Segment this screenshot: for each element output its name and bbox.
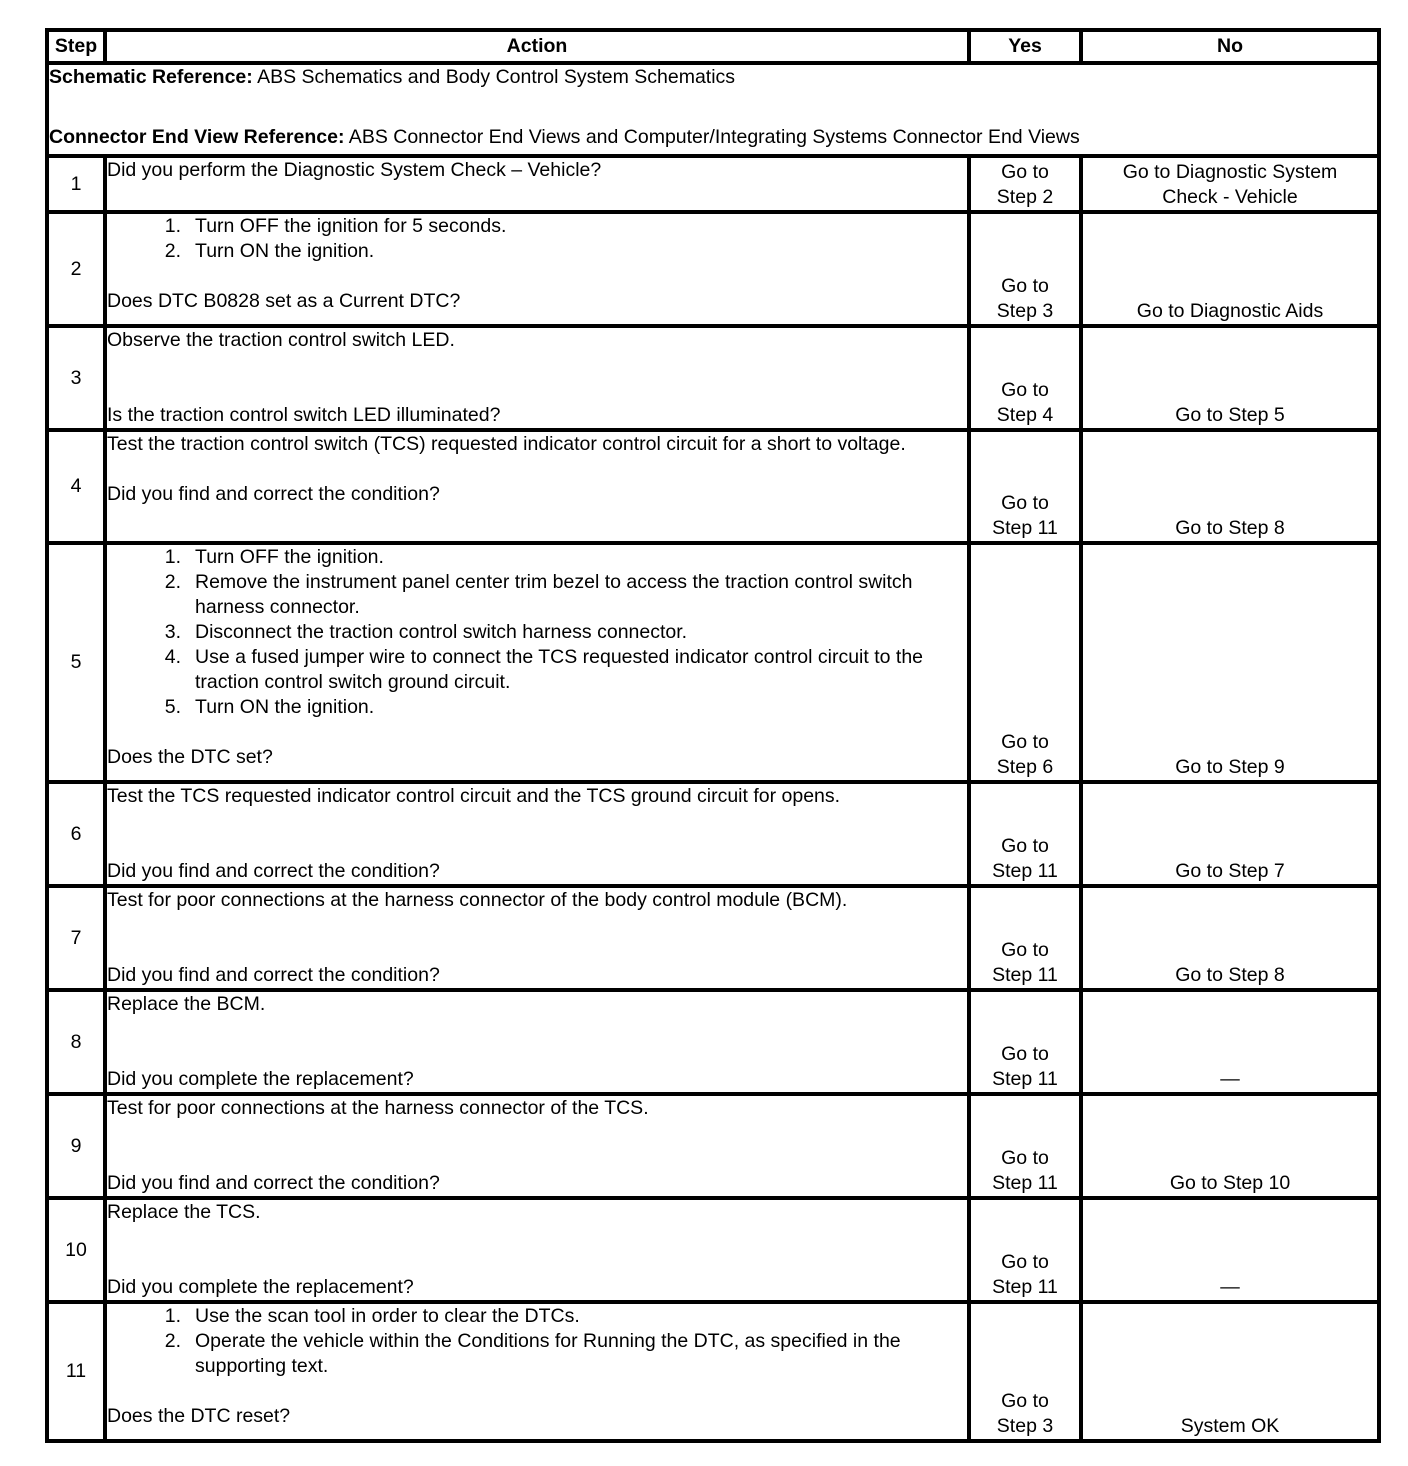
yes-result (969, 326, 1081, 430)
spacer (107, 457, 967, 482)
step-number: 6 (47, 782, 105, 886)
yes-result-line: Go to (1001, 492, 1049, 514)
substep-text: Turn OFF the ignition. (195, 546, 384, 568)
action-instruction: Replace the TCS. (107, 1201, 261, 1223)
action-instruction: Replace the BCM. (107, 993, 266, 1015)
substep-item (164, 1304, 967, 1329)
yes-result-line: Step 11 (992, 1276, 1058, 1298)
no-result-line: Go to Diagnostic System (1122, 161, 1338, 183)
no-result-line: Go to Step 5 (1175, 404, 1285, 426)
step-number: 5 (47, 543, 105, 782)
header-no: No (1081, 30, 1379, 63)
yes-result-line: Go to (1001, 161, 1049, 183)
no-result-line: — (1220, 1276, 1240, 1298)
yes-result-line: Step 6 (996, 756, 1054, 778)
diagnostic-table (45, 28, 1381, 1443)
no-result (1081, 543, 1379, 782)
connector-reference (49, 125, 1377, 150)
no-result (1081, 1094, 1379, 1198)
yes-result-line: Go to (1001, 1147, 1049, 1169)
step-number: 11 (47, 1302, 105, 1441)
action-question: Does DTC B0828 set as a Current DTC? (107, 290, 461, 312)
yes-result-line: Step 11 (992, 1068, 1058, 1090)
substep-item (164, 1329, 967, 1379)
yes-result (969, 1198, 1081, 1302)
substep-number: 1. (164, 1305, 181, 1327)
action-question: Did you find and correct the condition? (107, 964, 440, 986)
substep-number: 2. (164, 1330, 181, 1352)
action-cell (105, 1094, 969, 1198)
action-question: Did you complete the replacement? (107, 1068, 414, 1090)
action-question: Did you find and correct the condition? (107, 860, 440, 882)
substep-list (107, 545, 967, 720)
action-cell (105, 990, 969, 1094)
substep-item (164, 214, 967, 239)
no-result (1081, 430, 1379, 543)
spacer (107, 913, 967, 963)
substep-text: Use a fused jumper wire to connect the TCS requested indicator control circuit to the traction control switch ground circuit. (195, 646, 924, 693)
reference-row (47, 63, 1379, 156)
substep-number: 2. (164, 571, 181, 593)
spacer (107, 1017, 967, 1067)
connector-reference-label: Connector End View Reference: (49, 126, 345, 148)
table-row (47, 326, 1379, 430)
yes-result-line: Go to (1001, 731, 1049, 753)
header-step: Step (47, 30, 105, 63)
substep-number: 3. (164, 621, 181, 643)
schematic-reference-value: ABS Schematics and Body Control System Schematics (252, 66, 736, 88)
table-row (47, 1094, 1379, 1198)
spacer (107, 809, 967, 859)
substep-list (107, 214, 967, 264)
yes-result (969, 1094, 1081, 1198)
substep-item (164, 239, 967, 264)
substep-list (107, 1304, 967, 1379)
connector-reference-value: ABS Connector End Views and Computer/Integrating Systems Connector End Views (344, 126, 1080, 148)
substep-number: 1. (164, 546, 181, 568)
yes-result-line: Step 3 (996, 1415, 1054, 1437)
yes-result-line: Step 11 (992, 964, 1058, 986)
no-result-line: Check - Vehicle (1162, 186, 1298, 208)
header-action: Action (105, 30, 969, 63)
substep-item (164, 695, 967, 720)
action-instruction: Did you perform the Diagnostic System Check – Vehicle? (107, 159, 602, 181)
yes-result-line: Step 3 (996, 300, 1054, 322)
no-result (1081, 1302, 1379, 1441)
step-number: 1 (47, 156, 105, 212)
action-question: Did you complete the replacement? (107, 1276, 414, 1298)
no-result (1081, 326, 1379, 430)
step-number: 9 (47, 1094, 105, 1198)
step-number: 8 (47, 990, 105, 1094)
substep-text: Turn ON the ignition. (195, 696, 375, 718)
action-instruction: Test the TCS requested indicator control circuit and the TCS ground circuit for opens. (107, 785, 841, 807)
substep-text: Turn ON the ignition. (195, 240, 375, 262)
yes-result-line: Step 4 (996, 404, 1054, 426)
yes-result-line: Step 11 (992, 1172, 1058, 1194)
table-header-row (47, 30, 1379, 63)
action-instruction: Observe the traction control switch LED. (107, 329, 455, 351)
spacer (107, 1121, 967, 1171)
yes-result (969, 990, 1081, 1094)
no-result-line: — (1220, 1068, 1240, 1090)
action-cell (105, 326, 969, 430)
table-row (47, 782, 1379, 886)
substep-number: 1. (164, 215, 181, 237)
no-result (1081, 990, 1379, 1094)
action-question: Did you find and correct the condition? (107, 483, 440, 505)
no-result-line: Go to Step 9 (1175, 756, 1285, 778)
table-row (47, 1302, 1379, 1441)
substep-text: Remove the instrument panel center trim bezel to access the traction control switch harness connector. (195, 571, 913, 618)
yes-result-line: Step 2 (996, 186, 1054, 208)
yes-result (969, 543, 1081, 782)
substep-item (164, 645, 967, 695)
no-result (1081, 1198, 1379, 1302)
yes-result (969, 430, 1081, 543)
table-row (47, 430, 1379, 543)
action-cell (105, 156, 969, 212)
schematic-reference (49, 65, 1377, 90)
table-row (47, 886, 1379, 990)
substep-item (164, 545, 967, 570)
action-instruction: Test for poor connections at the harness connector of the body control module (BCM). (107, 889, 848, 911)
action-cell (105, 430, 969, 543)
no-result-line: Go to Step 8 (1175, 964, 1285, 986)
substep-text: Turn OFF the ignition for 5 seconds. (195, 215, 507, 237)
action-cell (105, 1302, 969, 1441)
schematic-reference-label: Schematic Reference: (49, 66, 253, 88)
substep-text: Use the scan tool in order to clear the DTCs. (195, 1305, 580, 1327)
substep-item (164, 620, 967, 645)
yes-result-line: Step 11 (992, 517, 1058, 539)
action-question: Does the DTC reset? (107, 1405, 291, 1427)
substep-item (164, 570, 967, 620)
action-cell (105, 886, 969, 990)
substep-number: 4. (164, 646, 181, 668)
header-yes: Yes (969, 30, 1081, 63)
action-cell (105, 212, 969, 326)
no-result-line: Go to Step 7 (1175, 860, 1285, 882)
yes-result-line: Go to (1001, 1251, 1049, 1273)
yes-result-line: Go to (1001, 1043, 1049, 1065)
yes-result (969, 886, 1081, 990)
no-result (1081, 212, 1379, 326)
yes-result (969, 1302, 1081, 1441)
no-result-line: Go to Diagnostic Aids (1136, 300, 1324, 322)
step-number: 2 (47, 212, 105, 326)
no-result-line: System OK (1180, 1415, 1280, 1437)
substep-text: Disconnect the traction control switch harness connector. (195, 621, 688, 643)
yes-result-line: Go to (1001, 275, 1049, 297)
spacer (107, 264, 967, 289)
no-result-line: Go to Step 8 (1175, 517, 1285, 539)
table-row (47, 212, 1379, 326)
no-result (1081, 782, 1379, 886)
action-instruction: Test the traction control switch (TCS) requested indicator control circuit for a short to voltage. (107, 433, 906, 455)
no-result (1081, 886, 1379, 990)
spacer (107, 353, 967, 403)
substep-text: Operate the vehicle within the Conditions for Running the DTC, as specified in the supporting text. (195, 1330, 901, 1377)
substep-number: 5. (164, 696, 181, 718)
no-result-line: Go to Step 10 (1169, 1172, 1291, 1194)
yes-result-line: Step 11 (992, 860, 1058, 882)
action-cell (105, 543, 969, 782)
action-cell (105, 782, 969, 886)
substep-number: 2. (164, 240, 181, 262)
yes-result-line: Go to (1001, 835, 1049, 857)
action-question: Is the traction control switch LED illuminated? (107, 404, 501, 426)
yes-result (969, 212, 1081, 326)
table-row (47, 543, 1379, 782)
reference-cell (47, 63, 1379, 156)
table-row (47, 156, 1379, 212)
step-number: 4 (47, 430, 105, 543)
step-number: 7 (47, 886, 105, 990)
yes-result (969, 782, 1081, 886)
spacer (107, 1379, 967, 1404)
table-row (47, 990, 1379, 1094)
step-number: 10 (47, 1198, 105, 1302)
action-cell (105, 1198, 969, 1302)
no-result (1081, 156, 1379, 212)
yes-result-line: Go to (1001, 939, 1049, 961)
yes-result-line: Go to (1001, 379, 1049, 401)
yes-result (969, 156, 1081, 212)
action-question: Does the DTC set? (107, 746, 273, 768)
step-number: 3 (47, 326, 105, 430)
yes-result-line: Go to (1001, 1390, 1049, 1412)
spacer (107, 1225, 967, 1275)
action-question: Did you find and correct the condition? (107, 1172, 440, 1194)
action-instruction: Test for poor connections at the harness connector of the TCS. (107, 1097, 649, 1119)
table-row (47, 1198, 1379, 1302)
spacer (107, 720, 967, 745)
